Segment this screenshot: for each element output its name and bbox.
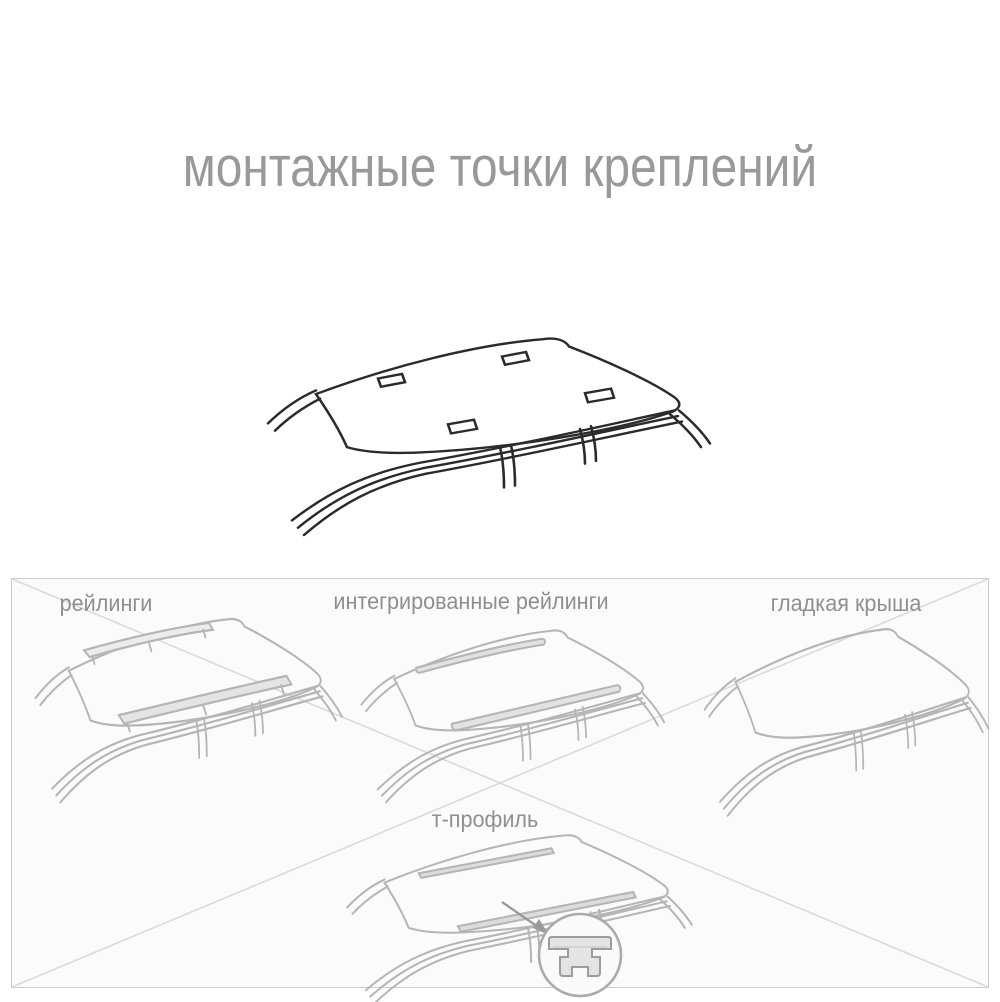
label-t-profile: т-профиль [431,806,539,832]
variant-railings-illustration [23,611,349,833]
label-integrated-railings: интегрированные рейлинги [333,588,609,614]
variant-integrated-railings-illustration [349,623,671,831]
page-title: монтажные точки креплений [182,135,818,199]
variant-t-profile-illustration [337,836,697,1002]
main-roof-illustration [250,330,720,568]
label-smooth-roof: гладкая крыша [770,590,922,616]
variant-smooth-roof-illustration [693,621,995,847]
t-profile-detail-circle [539,914,621,996]
label-railings: рейлинги [59,590,153,616]
mount-types-panel [11,578,989,988]
